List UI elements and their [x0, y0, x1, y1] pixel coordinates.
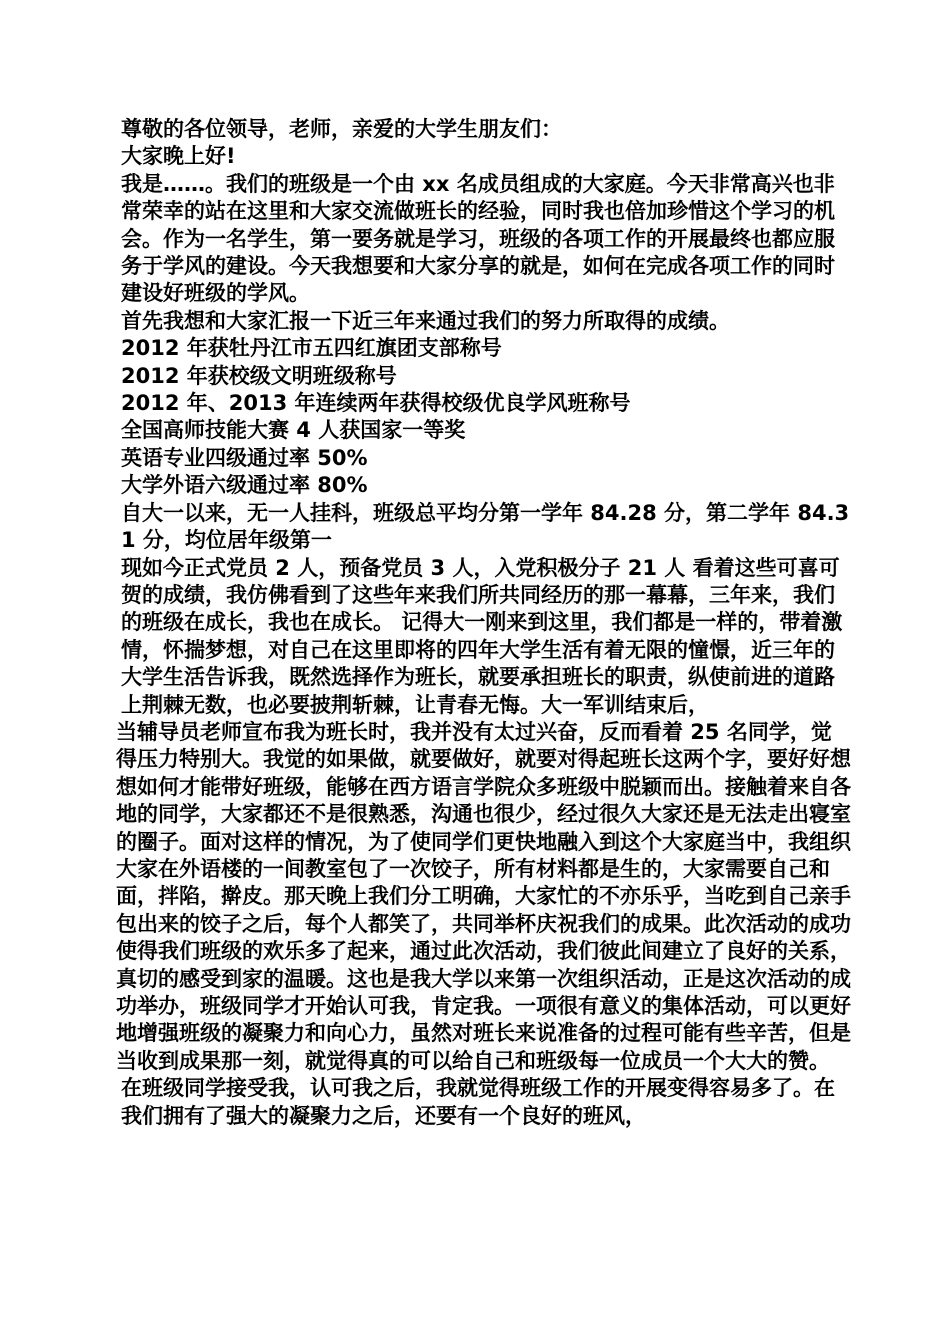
greeting: 大家晚上好! [121, 144, 236, 169]
achievement-item: 2012 年、2013 年连续两年获得校级优良学风班称号 [121, 391, 631, 416]
paragraph-class-monitor: 当辅导员老师宣布我为班长时，我并没有太过兴奋，反而看着 25 名同学，觉得压力特别大。我觉的如果做，就要做好，就要对得起班长这两个字，要好好想想如何才能带好班级，能够在西方语言学院众多班级中脱颖而出。接触着来自各地的同学，大家都还不是很熟悉，沟通也很少，经过很久大家还是无法走出寝室的圈子。面对这样的情况，为了使同学们更快地融入到这个大家庭当中，我组织大家在外语楼的一间教室包了一次饺子，所有材料都是生的，大家需要自己和面，拌陷，擀皮。那天晚上我们分工明确，大家忙的不亦乐乎，当吃到自己亲手包出来的饺子之后，每个人都笑了，共同举杯庆祝我们的成果。此次活动的成功使得我们班级的欢乐多了起来，通过此次活动，我们彼此间建立了良好的关系，真切的感受到家的温暖。这也是我大学以来第一次组织活动，正是这次活动的成功举办，班级同学才开始认可我，肯定我。一项很有意义的集体活动，可以更好地增强班级的凝聚力和向心力，虽然对班长来说准备的过程可能有些辛苦，但是当收到成果那一刻，就觉得真的可以给自己和班级每一位成员一个大大的赞。 [116, 719, 851, 1073]
paragraph-class-style: 在班级同学接受我，认可我之后，我就觉得班级工作的开展变得容易多了。在我们拥有了强大的凝聚力之后，还要有一个良好的班风， [121, 1076, 835, 1128]
paragraph-achievements-lead: 首先我想和大家汇报一下近三年来通过我们的努力所取得的成绩。 [121, 308, 730, 333]
achievement-item: 英语专业四级通过率 50% [121, 445, 368, 470]
achievement-item: 2012 年获牡丹江市五四红旗团支部称号 [121, 336, 502, 361]
achievement-item: 自大一以来，无一人挂科，班级总平均分第一学年 84.28 分，第二学年 84.31 分，均位居年级第一 [121, 500, 850, 553]
achievement-item: 全国高师技能大赛 4 人获国家一等奖 [121, 418, 466, 443]
achievement-item: 大学外语六级通过率 80% [121, 473, 368, 498]
paragraph-party-members: 现如今正式党员 2 人，预备党员 3 人，入党积极分子 21 人 看着这些可喜可贺的成绩，我仿佛看到了这些年来我们所共同经历的那一幕幕，三年来，我们的班级在成长，我也在成长。 记得大一刚来到这里，我们都是一样的，带着激情，怀揣梦想，对自己在这里即将的四年大学生活有着无限的憧憬，近三年的大学生活告诉我，既然选择作为班长，就要承担班长的职责，纵使前进的道路上荆棘无数，也必要披荆斩棘，让青春无悔。大一军训结束后， [121, 555, 843, 717]
document-body [116, 116, 852, 1130]
achievement-item: 2012 年获校级文明班级称号 [121, 363, 397, 388]
salutation: 尊敬的各位领导，老师，亲爱的大学生朋友们： [121, 117, 562, 141]
paragraph-intro: 我是……。我们的班级是一个由 xx 名成员组成的大家庭。今天非常高兴也非常荣幸的站在这里和大家交流做班长的经验，同时我也倍加珍惜这个学习的机会。作为一名学生，第一要务就是学习，班级的各项工作的开展最终也都应服务于学风的建设。今天我想要和大家分享的就是，如何在完成各项工作的同时建设好班级的学风。 [121, 171, 835, 306]
